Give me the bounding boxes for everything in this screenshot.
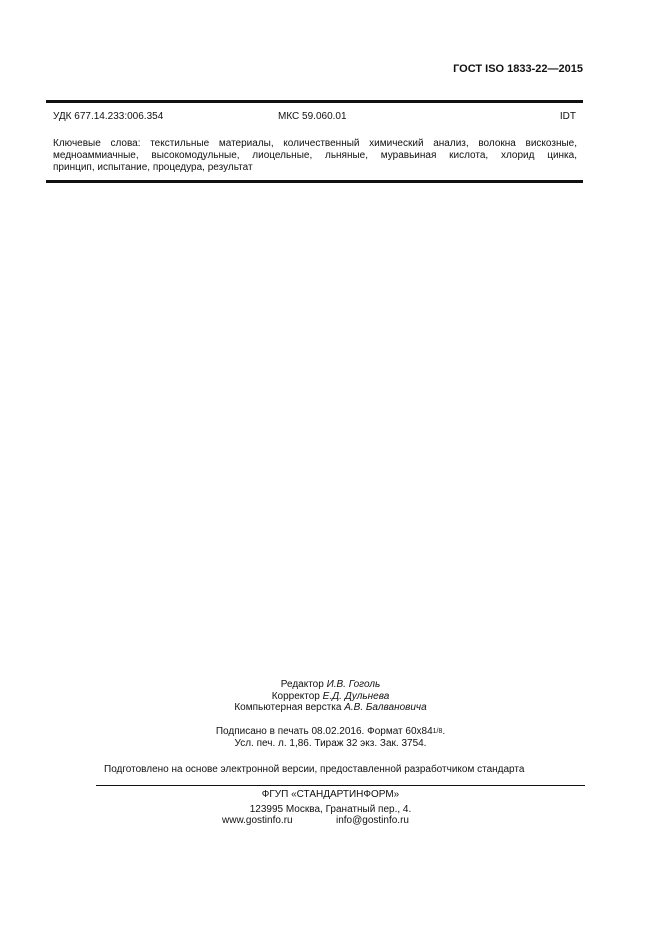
editor-label: Редактор xyxy=(280,679,324,690)
mks-code: МКС 59.060.01 xyxy=(278,111,347,122)
corrector-label: Корректор xyxy=(271,691,320,702)
keywords-rule xyxy=(46,180,583,183)
publisher: ФГУП «СТАНДАРТИНФОРМ» xyxy=(261,789,400,800)
standard-number: ГОСТ ISO 1833-22—2015 xyxy=(453,63,583,75)
corrector-line xyxy=(0,691,661,702)
layout-label: Компьютерная верстка xyxy=(234,702,342,713)
top-rule xyxy=(46,100,583,103)
prepared-note: Подготовлено на основе электронной версии, предоставленной разработчиком стандарта xyxy=(104,764,525,775)
website-link[interactable]: www.gostinfo.ru xyxy=(222,815,293,826)
corrector-name: Е.Д. Дульнева xyxy=(322,691,390,702)
layout-name: А.В. Балвановича xyxy=(344,702,427,713)
signed-line: Подписано в печать 08.02.2016. Формат $60x84^{1/8}$. xyxy=(215,726,446,737)
keywords-line: Ключевые слова: текстильные материалы, количественный химический анализ, волокна вискозные, xyxy=(53,138,577,149)
signed-text: Подписано в печать 08.02.2016. Формат 60x84 xyxy=(215,726,433,737)
idt-label: IDT xyxy=(559,111,576,122)
publisher-rule xyxy=(96,785,585,786)
keywords xyxy=(53,138,577,174)
editor-name: И.В. Гоголь xyxy=(326,679,381,690)
email-link[interactable]: info@gostinfo.ru xyxy=(336,815,409,826)
keywords-line: медноаммиачные, высокомодульные, лиоцельные, льняные, муравьиная кислота, хлорид цинка, xyxy=(53,150,577,161)
print-info: Усл. печ. л. 1,86. Тираж 32 экз. Зак. 3754. xyxy=(234,738,427,749)
format-fraction: 1/8 xyxy=(432,728,443,735)
layout-line xyxy=(0,702,661,713)
keywords-line: принцип, испытание, процедура, результат xyxy=(53,162,253,173)
address: 123995 Москва, Гранатный пер., 4. xyxy=(249,804,412,815)
editor-line xyxy=(0,679,661,690)
udk-code: УДК 677.14.233:006.354 xyxy=(53,111,164,122)
